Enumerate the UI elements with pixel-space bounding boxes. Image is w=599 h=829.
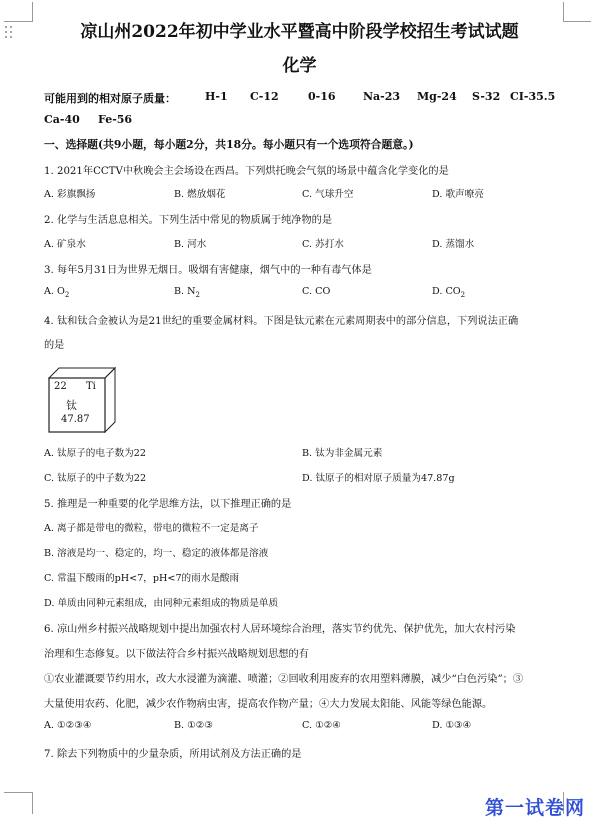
atomic-mass-item: Ca-40 bbox=[44, 113, 80, 126]
crop-mark-bottom-left-h bbox=[4, 792, 32, 793]
atomic-mass-item: Na-23 bbox=[363, 90, 401, 103]
question-5-stem: 5. 推理是一种重要的化学思维方法，以下推理正确的是 bbox=[44, 499, 292, 510]
question-4-option-b[interactable]: B. 钛为非金属元素 bbox=[302, 448, 383, 459]
titanium-element-cell bbox=[47, 366, 117, 434]
option-text: D. CO bbox=[432, 286, 461, 297]
exam-title: 凉山州2022年初中学业水平暨高中阶段学校招生考试试题 bbox=[80, 22, 519, 42]
atomic-mass-item: 0-16 bbox=[308, 90, 336, 103]
question-3-stem: 3. 每年5月31日为世界无烟日。吸烟有害健康，烟气中的一种有毒气体是 bbox=[44, 265, 372, 276]
atomic-mass-item: Fe-56 bbox=[98, 113, 133, 126]
option-text: A. O bbox=[44, 286, 65, 297]
question-6-option-a[interactable]: A. ①②③④ bbox=[44, 720, 92, 731]
option-text: C. CO bbox=[302, 286, 331, 297]
question-6-option-c[interactable]: C. ①②④ bbox=[302, 720, 341, 731]
atomic-mass-item: Mg-24 bbox=[417, 90, 457, 103]
question-2-option-c[interactable]: C. 苏打水 bbox=[302, 239, 344, 250]
question-3-option-a[interactable] bbox=[44, 286, 69, 299]
atomic-mass-item: H-1 bbox=[205, 90, 228, 103]
question-6-stem-line1: 6. 凉山州乡村振兴战略规划中提出加强农村人居环境综合治理，落实节约优先、保护优先，加大农村污染 bbox=[44, 624, 516, 635]
question-3-option-c[interactable] bbox=[302, 286, 330, 297]
atomic-mass-label: 可能用到的相对原子质量： bbox=[44, 92, 176, 105]
question-5-option-d[interactable]: D. 单质由同种元素组成，由同种元素组成的物质是单质 bbox=[44, 598, 279, 609]
question-1-stem: 1. 2021年CCTV中秋晚会主会场设在西昌。下列烘托晚会气氛的场景中蕴含化学变化的是 bbox=[44, 166, 449, 177]
relative-atomic-mass: 47.87 bbox=[61, 414, 90, 425]
subscript: 2 bbox=[460, 290, 466, 299]
atomic-number: 22 bbox=[54, 381, 67, 392]
question-4-option-a[interactable]: A. 钛原子的电子数为22 bbox=[44, 448, 146, 459]
question-3-option-d[interactable] bbox=[432, 286, 465, 299]
element-symbol: Ti bbox=[86, 381, 96, 392]
atomic-mass-item: C-12 bbox=[250, 90, 279, 103]
atomic-mass-item: CI-35.5 bbox=[510, 90, 556, 103]
crop-mark-bottom-left-v bbox=[32, 792, 33, 814]
site-watermark: 第一试卷网 bbox=[484, 797, 585, 819]
question-6-text-line2: 大量使用农药、化肥，减少农作物病虫害，提高农作物产量；④大力发展太阳能、风能等绿色能源。 bbox=[44, 699, 493, 710]
question-6-stem-line2: 治理和生态修复。以下做法符合乡村振兴战略规划思想的有 bbox=[44, 649, 309, 660]
question-2-stem: 2. 化学与生活息息相关。下列生活中常见的物质属于纯净物的是 bbox=[44, 215, 333, 226]
subscript: 2 bbox=[195, 290, 201, 299]
question-3-option-b[interactable] bbox=[174, 286, 200, 299]
question-2-option-d[interactable]: D. 蒸馏水 bbox=[432, 239, 475, 250]
question-4-stem-line2: 的是 bbox=[44, 340, 65, 351]
question-2-option-a[interactable]: A. 矿泉水 bbox=[44, 239, 86, 250]
question-5-option-b[interactable]: B. 溶液是均一、稳定的，均一、稳定的液体都是溶液 bbox=[44, 548, 269, 559]
question-5-option-a[interactable]: A. 离子都是带电的微粒，带电的微粒不一定是离子 bbox=[44, 523, 259, 534]
subject-title: 化学 bbox=[282, 56, 317, 76]
question-1-option-c[interactable]: C. 气球升空 bbox=[302, 189, 354, 200]
question-4-option-c[interactable]: C. 钛原子的中子数为22 bbox=[44, 473, 147, 484]
question-4-stem-line1: 4. 钛和钛合金被认为是21世纪的重要金属材料。下图是钛元素在元素周期表中的部分信息，下列说法正确 bbox=[44, 316, 519, 327]
question-1-option-d[interactable]: D. 歌声嘹亮 bbox=[432, 189, 484, 200]
section-heading: 一、选择题(共9小题，每小题2分，共18分。每小题只有一个选项符合题意。) bbox=[44, 138, 414, 151]
subscript: 2 bbox=[64, 290, 70, 299]
question-4-option-d[interactable]: D. 钛原子的相对原子质量为47.87g bbox=[302, 473, 455, 484]
question-2-option-b[interactable]: B. 河水 bbox=[174, 239, 207, 250]
question-6-text-line1: ①农业灌溉要节约用水，改大水浸灌为滴灌、喷灌；②回收利用废弃的农用塑料薄膜，减少“白色污染”；③ bbox=[44, 674, 524, 685]
atomic-mass-item: S-32 bbox=[472, 90, 501, 103]
question-7-stem: 7. 除去下列物质中的少量杂质，所用试剂及方法正确的是 bbox=[44, 749, 302, 760]
element-name: 钛 bbox=[66, 399, 77, 412]
question-6-option-d[interactable]: D. ①③④ bbox=[432, 720, 472, 731]
option-text: B. N bbox=[174, 286, 196, 297]
question-1-option-a[interactable]: A. 彩旗飘扬 bbox=[44, 189, 96, 200]
question-5-option-c[interactable]: C. 常温下酸雨的pH<7，pH<7的雨水是酸雨 bbox=[44, 573, 240, 584]
question-6-option-b[interactable]: B. ①②③ bbox=[174, 720, 213, 731]
question-1-option-b[interactable]: B. 燃放烟花 bbox=[174, 189, 226, 200]
